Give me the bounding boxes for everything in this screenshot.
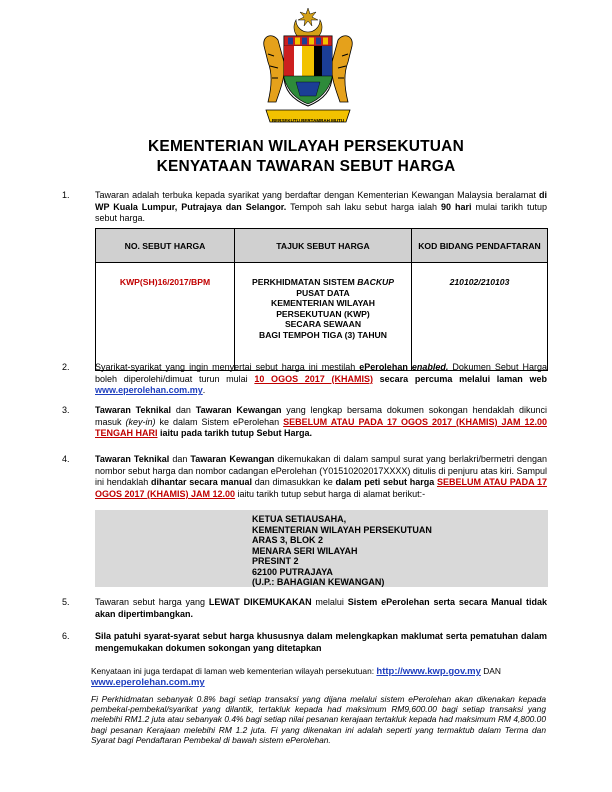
quote-title-line-4: PERSEKUTUAN (KWP) <box>276 308 370 319</box>
paragraph-5 <box>95 597 547 620</box>
p1-text-a: Tawaran adalah terbuka kepada syarikat yang berdaftar dengan Kementerian Kewangan Malaysia beralamat <box>95 190 539 200</box>
p4-technical: Tawaran Teknikal <box>95 454 170 464</box>
notice-title: KENYATAAN TAWARAN SEBUT HARGA <box>156 158 456 175</box>
quotation-table <box>95 228 548 371</box>
address-line: KETUA SETIAUSAHA, <box>252 514 347 524</box>
quote-title <box>235 263 412 371</box>
address-line: KEMENTERIAN WILAYAH PERSEKUTUAN <box>252 524 432 535</box>
note-and: DAN <box>480 666 501 676</box>
p2-eperolehan: ePerolehan <box>359 362 412 372</box>
p5-text-d: Sistem ePerolehan serta secara Manual tidak akan dipertimbangkan. <box>95 597 548 619</box>
p3-text-h: iaitu pada tarikh tutup Sebut Harga. <box>157 428 313 439</box>
quote-title-line-5: SECARA SEWAAN <box>284 319 362 329</box>
address-box <box>95 510 548 587</box>
p1-text-e: mulai tarikh tutup sebut harga. <box>95 201 547 224</box>
quote-number: KWP(SH)16/2017/BPM <box>96 263 235 371</box>
p4-text-d: dikemukakan di dalam sampul surat yang berlakri/bermetri dengan nombor sebut harga dan nombor cadangan ePerolehan (Y01510202017XXXX) ditulis di penjuru atas kiri. Sampul ini hendaklah <box>95 454 547 488</box>
p2-text-h: . <box>202 385 206 396</box>
paragraph-4 <box>95 454 547 500</box>
p2-text-f: secara percuma melalui laman web <box>372 373 548 384</box>
paragraph-1 <box>95 190 547 225</box>
crest-motto: BERSEKUTU BERTAMBAH MUTU <box>271 118 345 123</box>
kwp-link[interactable]: http://www.kwp.gov.my <box>376 666 481 677</box>
col-header-no: NO. SEBUT HARGA <box>96 229 235 263</box>
col-header-code: KOD BIDANG PENDAFTARAN <box>412 229 548 263</box>
eperolehan-link[interactable]: www.eperolehan.com.my <box>95 385 203 396</box>
p3-financial: Tawaran Kewangan <box>195 405 282 415</box>
service-fee-note: Fi Perkhidmatan sebanyak 0.8% bagi setiap transaksi yang dijana melalui sistem ePerolehan akan dikenakan kepada pembekal-pembekal/syarikat yang dilantik, tertakluk kepada had maksimum RM9,600.00 bagi setiap transaksi yang melebihi RM1.2 juta atau sebanyak 0.4% bagi setiap nilai pesanan kerajaan tertakluk kepada had maksimum RM 4,800.00 bagi pesanan Kerajaan melebihi RM 1.2 juta. Fi yang dikenakan ini adalah seperti yang termaktub dalam Terma dan Syarat bagi Pendaftaran Pembekal di bawah sistem ePerolehan. <box>91 694 546 745</box>
quote-title-line-6: BAGI TEMPOH TIGA (3) TAHUN <box>259 329 387 340</box>
p3-keyin: (key-in) <box>125 416 156 427</box>
coat-of-arms-logo <box>258 6 358 136</box>
quote-title-backup: BACKUP <box>357 277 394 287</box>
p3-text-b: dan <box>171 405 196 415</box>
p4-deadline: SEBELUM ATAU PADA 17 OGOS 2017 (KHAMIS) JAM 12.00 <box>95 477 548 499</box>
paragraph-6: Sila patuhi syarat-syarat sebut harga khususnya dalam melengkapkan maklumat serta pematuhan dalam mengemukakan dokumen sokongan yang ditetapkan <box>95 631 547 653</box>
col-header-title: TAJUK SEBUT HARGA <box>235 229 412 263</box>
p4-manual: dihantar secara manual <box>151 477 253 488</box>
p1-text-c: Tempoh sah laku sebut harga ialah <box>286 201 442 212</box>
paragraph-2 <box>95 362 547 397</box>
p2-text-a: Syarikat-syarikat yang ingin menyertai sebut harga ini mestilah <box>95 362 360 372</box>
table-row <box>96 263 548 371</box>
website-note <box>91 666 546 688</box>
note-text: Kenyataan ini juga terdapat di laman web kementerian wilayah persekutuan: <box>91 666 377 676</box>
p3-deadline: SEBELUM ATAU PADA 17 OGOS 2017 (KHAMIS) JAM 12.00 TENGAH HARI <box>95 416 547 439</box>
p4-text-j: iaitu tarikh tutup sebut harga di alamat berikut:- <box>235 488 426 499</box>
p3-text-f: ke dalam Sistem ePerolehan <box>155 416 284 427</box>
p5-text-a: Tawaran sebut harga yang <box>95 597 209 607</box>
p3-text-d: yang lengkap bersama dokumen sokongan hendaklah dikunci masuk <box>95 405 547 427</box>
eperolehan-link-2[interactable]: www.eperolehan.com.my <box>91 677 205 689</box>
item-number-5: 5. <box>62 597 70 607</box>
item-number-6: 6. <box>62 631 70 641</box>
quote-title-line-1: PERKHIDMATAN SISTEM <box>252 277 358 287</box>
registration-code: 210102/210103 <box>412 263 548 371</box>
p4-financial: Tawaran Kewangan <box>190 454 275 464</box>
item-number-1: 1. <box>62 190 70 200</box>
item-number-3: 3. <box>62 405 70 415</box>
p3-technical: Tawaran Teknikal <box>95 405 172 415</box>
p4-box: dalam peti sebut harga <box>335 477 435 488</box>
address-line: 62100 PUTRAJAYA <box>252 566 333 577</box>
p5-text-c: melalui <box>311 597 348 607</box>
p2-text-d: Dokumen Sebut Harga boleh diperolehi/dimuat turun mulai <box>95 362 547 384</box>
paragraph-3 <box>95 405 547 440</box>
p1-validity: 90 hari <box>441 201 472 212</box>
ministry-title: KEMENTERIAN WILAYAH PERSEKUTUAN <box>148 138 464 155</box>
address-line: ARAS 3, BLOK 2 <box>252 535 324 545</box>
address-line: (U.P.: BAHAGIAN KEWANGAN) <box>252 577 385 587</box>
p5-late: LEWAT DIKEMUKAKAN <box>208 597 312 607</box>
p1-region: di WP Kuala Lumpur, Putrajaya dan Selangor. <box>95 190 547 212</box>
quote-title-line-3: KEMENTERIAN WILAYAH <box>271 298 375 308</box>
item-number-2: 2. <box>62 362 70 372</box>
p2-date: 10 OGOS 2017 (KHAMIS) <box>254 373 373 384</box>
p4-text-b: dan <box>169 454 191 464</box>
p4-text-f: dan dimasukkan ke <box>252 477 336 488</box>
item-number-4: 4. <box>62 454 70 464</box>
address-line: PRESINT 2 <box>252 556 299 566</box>
address-line: MENARA SERI WILAYAH <box>252 545 358 556</box>
quote-title-line-2: PUSAT DATA <box>296 287 350 298</box>
p2-enabled: enabled. <box>411 362 449 372</box>
